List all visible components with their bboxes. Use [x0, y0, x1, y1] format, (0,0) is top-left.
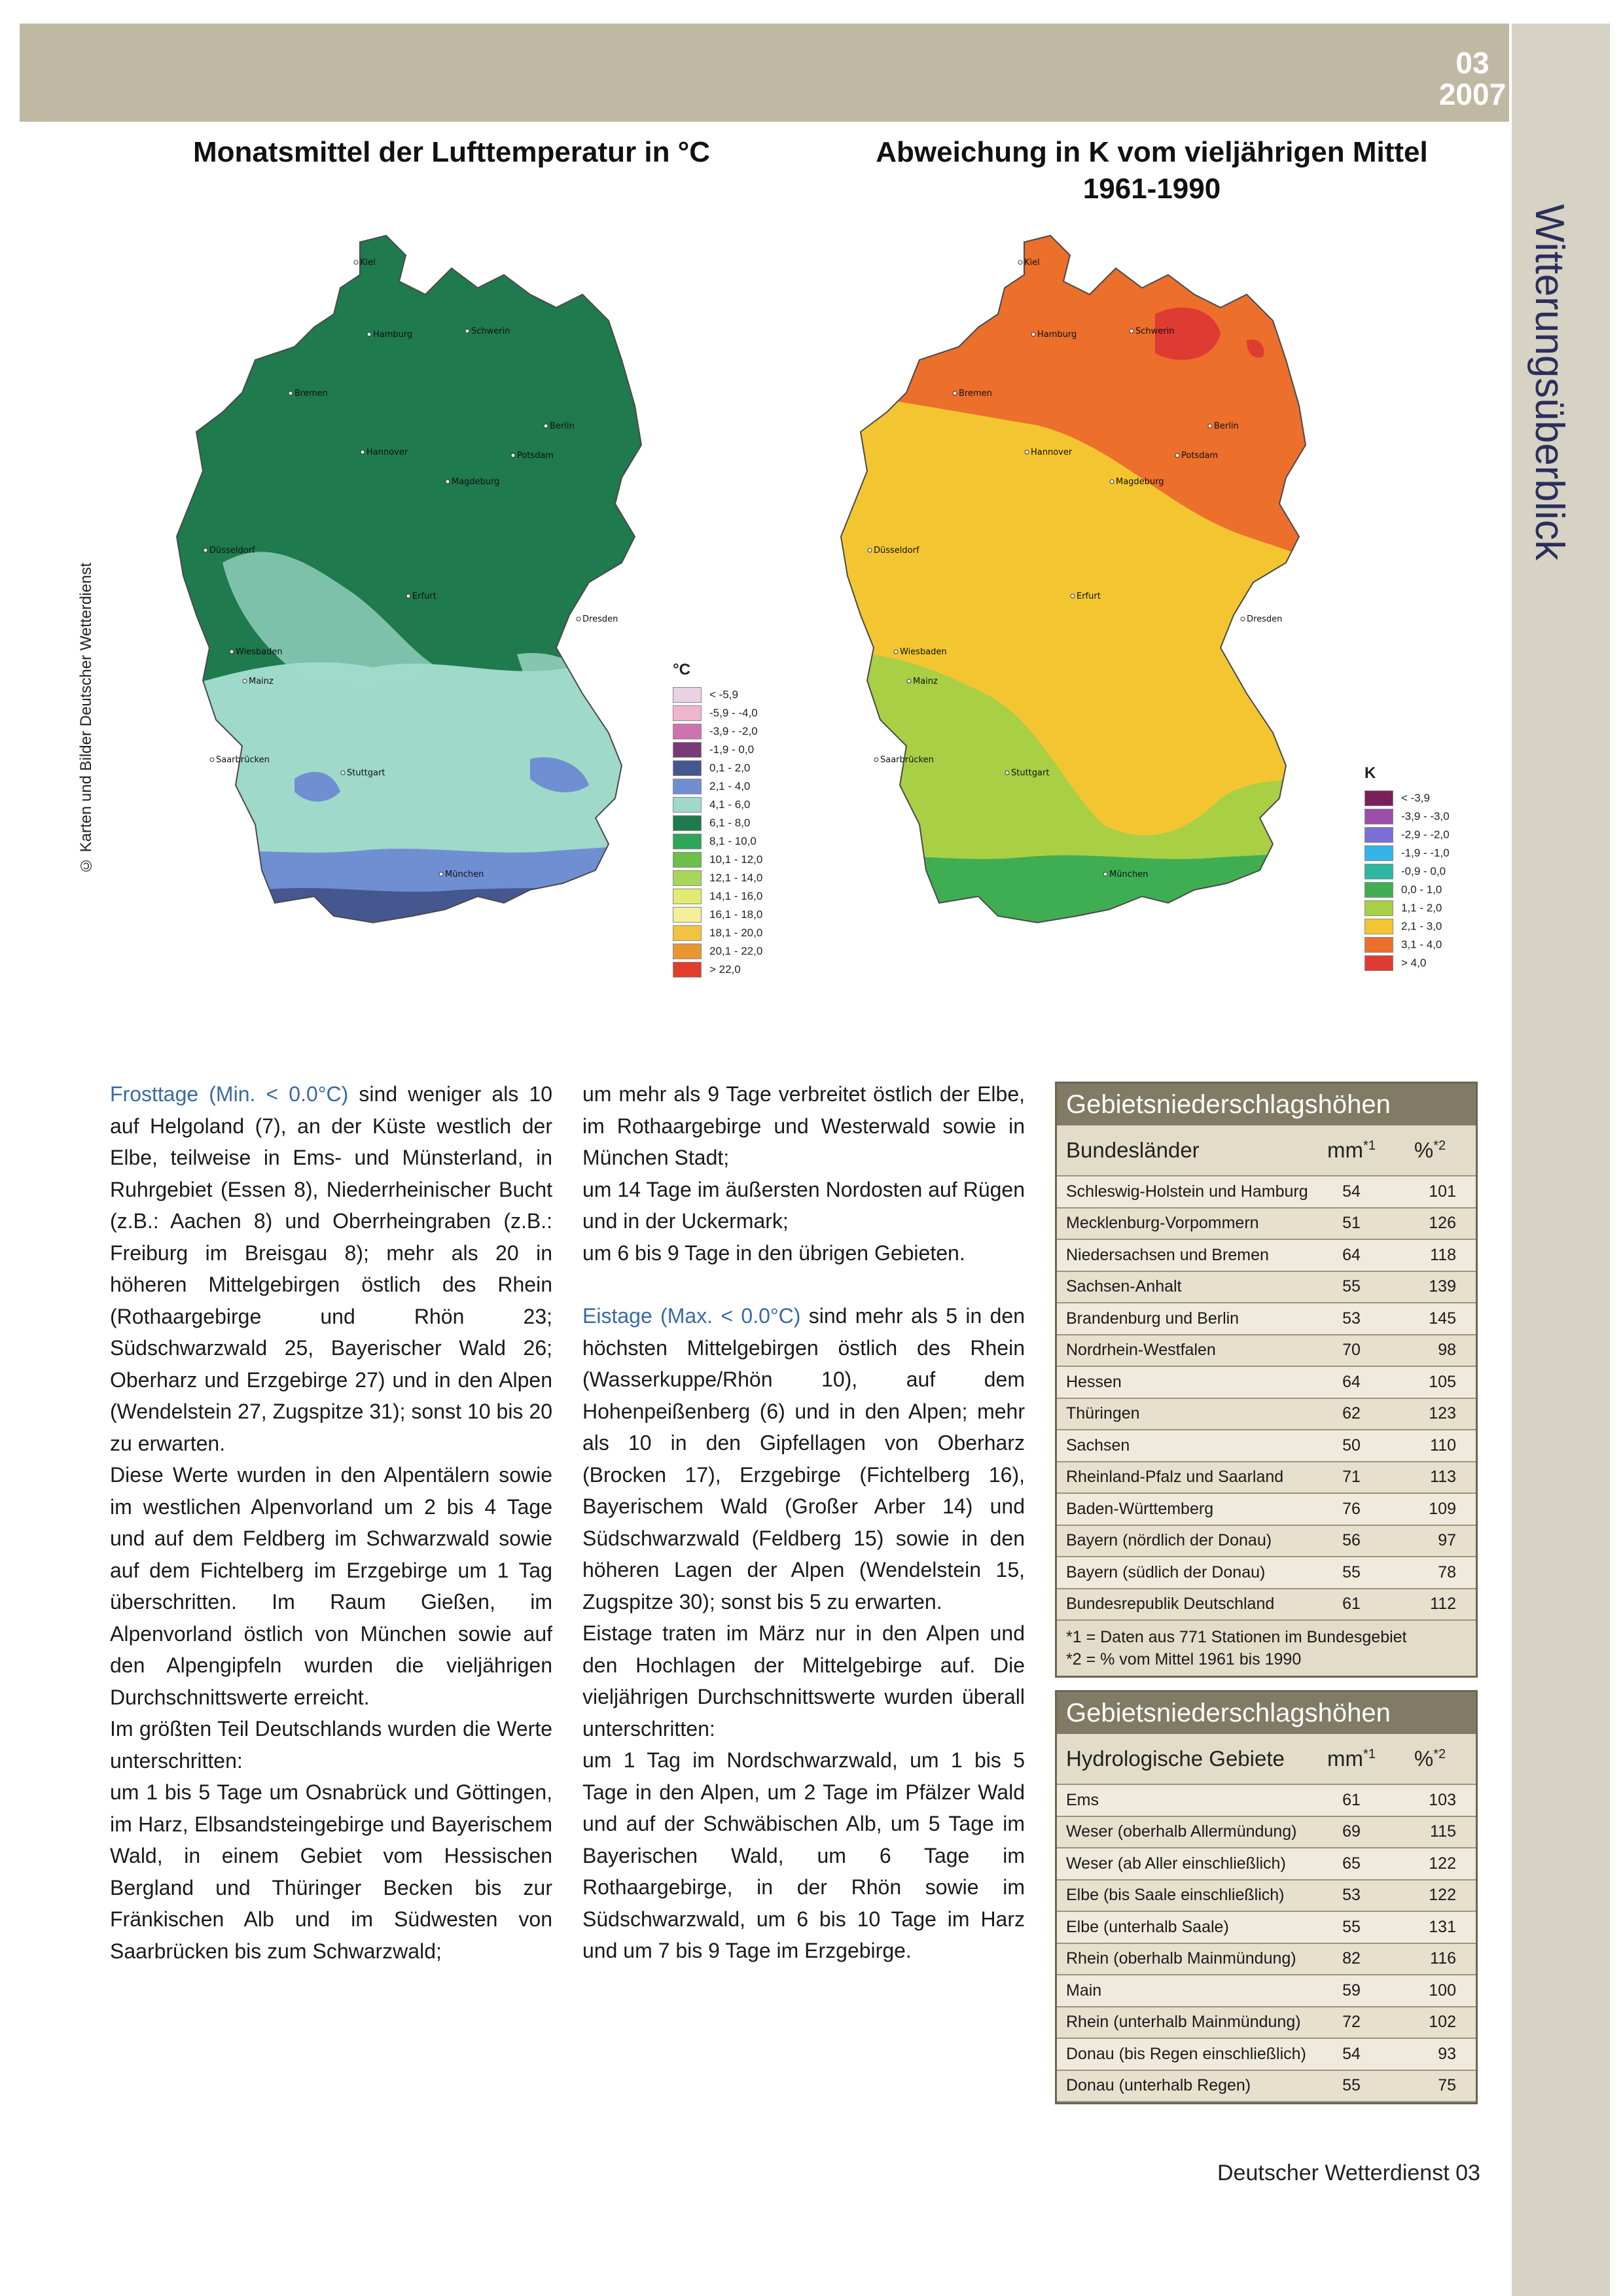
city-marker — [868, 548, 872, 552]
anomaly-legend-label: > 4,0 — [1401, 957, 1427, 969]
paragraph-text: sind mehr als 5 in den höchsten Mittelgebirgen östlich des Rhein (Wasserkuppe/Rhön 10), auf dem Hohenpeißenberg (6) und in den Alpen; mehr als 10 in den Gipfellagen von Oberharz (Brocken 17), Erzgebirge (Fichtelberg 16), Bayerischem Wald (Großer Arber 14) und Südschwarzwald (Feldberg 15) sowie in den höheren Lagen der Alpen (Wendelstein 15, Zugspitze 30); sonst bis 5 zu erwarten. — [582, 1304, 1026, 1614]
right-map-title-line1: Abweichung in K vom vieljährigen Mittel — [876, 136, 1428, 168]
temperature-legend-label: 8,1 - 10,0 — [709, 835, 757, 847]
table-cell-name: Weser (ab Aller einschließlich) — [1066, 1854, 1286, 1873]
table-cell-pct: 105 — [1429, 1372, 1456, 1391]
table-cell-mm: 70 — [1342, 1341, 1361, 1360]
paragraph — [582, 1744, 1025, 1967]
table-cell-mm: 71 — [1342, 1468, 1361, 1487]
city-label: Düsseldorf — [874, 546, 919, 556]
temperature-legend-label: 6,1 - 8,0 — [709, 817, 751, 829]
city-label: Düsseldorf — [209, 546, 255, 556]
city-marker — [204, 548, 207, 552]
table-cell-name: Schleswig-Holstein und Hamburg — [1066, 1182, 1308, 1201]
temperature-legend-swatch — [673, 889, 702, 904]
table-cell-name: Niedersachsen und Bremen — [1066, 1245, 1269, 1264]
temperature-legend-item — [673, 759, 762, 777]
anomaly-legend — [1364, 764, 1450, 972]
city-marker — [1031, 332, 1035, 336]
temperature-legend-item — [673, 851, 762, 869]
anomaly-legend-label: 0,0 - 1,0 — [1401, 883, 1442, 896]
table-cell-pct: 93 — [1438, 2044, 1456, 2063]
table-states-note-2: *2 = % vom Mittel 1961 bis 1990 — [1066, 1650, 1302, 1669]
paragraph-text: um 1 bis 5 Tage um Osnabrück und Göttingen, im Harz, Elbsandsteingebirge und Bayerischem Wald, in einem Gebiet vom Hessischen Bergland und Thüringer Becken bis zur Fränkischen Alb und im Südwesten von Saarbrücken bis zum Schwarzwald; — [110, 1780, 552, 1963]
table-cell-pct: 112 — [1430, 1595, 1456, 1614]
table-cell-pct: 139 — [1429, 1277, 1456, 1296]
table-cell-name: Rhein (unterhalb Mainmündung) — [1066, 2013, 1301, 2032]
table-cell-pct: 113 — [1430, 1468, 1456, 1487]
table-cell-mm: 64 — [1342, 1245, 1361, 1264]
table-cell-mm: 55 — [1342, 1563, 1361, 1581]
section-title — [1526, 204, 1598, 561]
table-cell-mm: 69 — [1342, 1822, 1361, 1841]
temperature-legend-label: -3,9 - -2,0 — [709, 725, 758, 737]
temperature-legend-item — [673, 722, 762, 741]
anomaly-legend-item — [1364, 881, 1450, 899]
header-band — [20, 24, 1509, 122]
table-row — [1057, 1785, 1476, 1817]
city-label: Erfurt — [1077, 592, 1101, 601]
paragraph — [582, 1617, 1025, 1744]
city-label: Hannover — [366, 448, 408, 457]
city-label: Dresden — [1247, 614, 1283, 624]
paragraph-text: Eistage traten im März nur in den Alpen und den Hochlagen der Mittelgebirge auf. Die vieljährigen Durchschnittswerte wurden überall unterschritten: — [582, 1621, 1025, 1740]
table-cell-mm: 51 — [1342, 1214, 1361, 1233]
city-label: München — [445, 870, 484, 879]
paragraph — [110, 1078, 552, 1459]
temperature-legend-item — [673, 924, 762, 942]
paragraph — [582, 1300, 1025, 1617]
paragraph — [582, 1078, 1025, 1174]
paragraph-lead: Frosttage (Min. < 0.0°C) — [110, 1082, 349, 1106]
table-cell-pct: 123 — [1429, 1404, 1456, 1423]
table-cell-name: Mecklenburg-Vorpommern — [1066, 1214, 1259, 1233]
table-cell-mm: 64 — [1342, 1372, 1361, 1391]
temperature-map-graphic — [164, 196, 687, 981]
table-cell-name: Donau (unterhalb Regen) — [1066, 2076, 1251, 2095]
temperature-legend-item — [673, 961, 762, 979]
table-row — [1057, 2007, 1476, 2040]
temperature-legend-swatch — [673, 724, 702, 739]
city-label: Berlin — [550, 421, 575, 431]
anomaly-legend-swatch — [1364, 845, 1393, 861]
temperature-legend-item — [673, 704, 762, 722]
temperature-legend-swatch — [673, 779, 702, 794]
temperature-legend-label: 20,1 - 22,0 — [709, 945, 763, 957]
table-states-notes — [1057, 1621, 1476, 1676]
city-marker — [1025, 450, 1029, 454]
anomaly-legend-swatch — [1364, 882, 1393, 898]
paragraph-text: Diese Werte wurden in den Alpentälern sowie im westlichen Alpenvorland um 2 bis 4 Tage und auf dem Feldberg im Schwarzwald sowie auf dem Fichtelberg im Erzgebirge um 1 Tag überschritten. Im Raum Gießen, im Alpenvorland östlich von München sowie auf den Alpengipfeln wurden die vieljährigen Durchschnittswerte erreicht. — [110, 1463, 552, 1709]
paragraph-lead: Eistage (Max. < 0.0°C) — [582, 1304, 801, 1328]
table-cell-mm: 61 — [1342, 1790, 1361, 1809]
anomaly-legend-label: -2,9 - -2,0 — [1401, 828, 1450, 841]
table-cell-name: Rhein (oberhalb Mainmündung) — [1066, 1949, 1296, 1968]
table-cell-name: Elbe (unterhalb Saale) — [1066, 1917, 1229, 1936]
temperature-legend-label: > 22,0 — [709, 963, 741, 976]
text-column-left — [110, 1078, 552, 1967]
city-marker — [907, 679, 911, 683]
temperature-legend-swatch — [673, 907, 702, 923]
temperature-legend-label: 18,1 - 20,0 — [709, 927, 763, 939]
city-marker — [1241, 617, 1245, 621]
paragraph-text: um 6 bis 9 Tage in den übrigen Gebieten. — [582, 1241, 965, 1265]
anomaly-legend-label: 3,1 - 4,0 — [1401, 938, 1442, 951]
table-cell-mm: 54 — [1342, 1182, 1361, 1201]
temperature-legend-item — [673, 869, 762, 887]
temperature-legend-swatch — [673, 797, 702, 813]
table-cell-name: Weser (oberhalb Allermündung) — [1066, 1822, 1297, 1841]
city-marker — [1018, 260, 1022, 264]
paragraph-text: Im größten Teil Deutschlands wurden die Werte unterschritten: — [110, 1717, 552, 1773]
city-marker — [1103, 872, 1107, 876]
city-label: Magdeburg — [452, 477, 500, 487]
table-cell-name: Ems — [1066, 1790, 1099, 1809]
city-marker — [511, 453, 515, 457]
table-cell-pct: 145 — [1429, 1309, 1456, 1328]
city-marker — [465, 329, 469, 333]
temperature-legend-label: < -5,9 — [709, 688, 738, 701]
table-cell-pct: 75 — [1438, 2076, 1456, 2095]
table-cell-mm: 55 — [1342, 1277, 1361, 1296]
city-label: Stuttgart — [347, 768, 385, 778]
city-marker — [341, 771, 345, 775]
city-marker — [289, 391, 293, 395]
temperature-legend-title: °C — [673, 661, 690, 679]
city-marker — [874, 758, 878, 762]
table-row — [1057, 2039, 1476, 2071]
city-marker — [243, 679, 247, 683]
anomaly-legend-swatch — [1364, 900, 1393, 916]
table-cell-name: Thüringen — [1066, 1404, 1140, 1423]
anomaly-legend-swatch — [1364, 864, 1393, 879]
city-marker — [406, 594, 410, 598]
paragraph-text: um 14 Tage im äußersten Nordosten auf Rügen und in der Uckermark; — [582, 1177, 1025, 1233]
table-row — [1057, 1399, 1476, 1431]
table-cell-name: Bayern (nördlich der Donau) — [1066, 1531, 1272, 1550]
temperature-legend-swatch — [673, 705, 702, 721]
city-label: Mainz — [913, 677, 938, 686]
anomaly-legend-label: 1,1 - 2,0 — [1401, 902, 1442, 914]
temperature-legend-swatch — [673, 852, 702, 868]
paragraph — [582, 1237, 1025, 1269]
table-cell-mm: 82 — [1342, 1949, 1361, 1968]
city-label: Magdeburg — [1116, 477, 1164, 487]
temperature-legend-item — [673, 796, 762, 814]
temperature-legend-label: 14,1 - 16,0 — [709, 890, 763, 902]
paragraph-text: um mehr als 9 Tage verbreitet östlich der Elbe, im Rothaargebirge und Westerwald sowie in München Stadt; — [582, 1082, 1025, 1169]
anomaly-legend-item — [1364, 807, 1450, 826]
table-cell-pct: 126 — [1429, 1214, 1456, 1233]
table-cell-mm: 76 — [1342, 1499, 1361, 1518]
table-row — [1057, 1176, 1476, 1209]
table-hydro-col-name: Hydrologische Gebiete — [1066, 1746, 1285, 1771]
temperature-legend-swatch — [673, 962, 702, 978]
table-cell-name: Main — [1066, 1981, 1102, 2000]
table-row — [1057, 1209, 1476, 1241]
table-hydro-title: Gebietsniederschlagshöhen — [1057, 1692, 1476, 1734]
table-cell-mm: 62 — [1342, 1404, 1361, 1423]
city-label: Saarbrücken — [880, 755, 934, 765]
temperature-legend-swatch — [673, 742, 702, 758]
table-cell-mm: 65 — [1342, 1854, 1361, 1873]
anomaly-legend-swatch — [1364, 955, 1393, 971]
table-cell-pct: 118 — [1430, 1245, 1456, 1264]
temperature-legend-item — [673, 832, 762, 851]
table-cell-name: Sachsen-Anhalt — [1066, 1277, 1182, 1296]
anomaly-legend-item — [1364, 954, 1450, 972]
table-cell-name: Brandenburg und Berlin — [1066, 1309, 1240, 1328]
city-label: Hamburg — [1037, 330, 1077, 340]
temperature-legend-swatch — [673, 944, 702, 959]
table-cell-mm: 53 — [1342, 1886, 1361, 1905]
anomaly-legend-title: K — [1364, 764, 1376, 782]
table-cell-mm: 53 — [1342, 1309, 1361, 1328]
anomaly-legend-swatch — [1364, 937, 1393, 953]
anomaly-legend-item — [1364, 844, 1450, 862]
table-row — [1057, 2071, 1476, 2103]
text-column-middle — [582, 1078, 1025, 1967]
temperature-legend-label: 12,1 - 14,0 — [709, 872, 763, 884]
anomaly-legend-label: -3,9 - -3,0 — [1401, 810, 1450, 822]
temperature-legend-label: 2,1 - 4,0 — [709, 780, 751, 792]
temperature-legend-item — [673, 741, 762, 759]
table-hydro-col-mm: $mm^{*1}$ — [1327, 1746, 1376, 1771]
city-label: Stuttgart — [1011, 768, 1050, 778]
city-label: Berlin — [1214, 421, 1239, 431]
temperature-legend-item — [673, 814, 762, 832]
city-marker — [446, 480, 450, 484]
anomaly-legend-swatch — [1364, 919, 1393, 934]
city-label: München — [1109, 870, 1149, 879]
table-cell-pct: 131 — [1429, 1917, 1456, 1936]
city-label: Kiel — [1024, 258, 1040, 268]
table-cell-pct: 122 — [1429, 1854, 1456, 1873]
city-label: Saarbrücken — [216, 755, 270, 765]
anomaly-legend-item — [1364, 899, 1450, 917]
table-row — [1057, 1462, 1476, 1494]
anomaly-legend-item — [1364, 936, 1450, 954]
temperature-legend-swatch — [673, 760, 702, 776]
temperature-legend-item — [673, 906, 762, 924]
city-marker — [953, 391, 957, 395]
city-marker — [1110, 480, 1114, 484]
anomaly-legend-item — [1364, 862, 1450, 881]
table-row — [1057, 1975, 1476, 2007]
table-row — [1057, 1272, 1476, 1304]
temperature-legend-label: 16,1 - 18,0 — [709, 908, 763, 921]
city-label: Schwerin — [471, 327, 510, 336]
table-cell-pct: 109 — [1429, 1499, 1456, 1518]
table-cell-pct: 116 — [1430, 1949, 1456, 1968]
paragraph — [110, 1459, 552, 1713]
table-cell-mm: 56 — [1342, 1531, 1361, 1550]
city-marker — [439, 872, 443, 876]
table-row — [1057, 1881, 1476, 1913]
image-credit — [77, 563, 103, 942]
temperature-legend-swatch — [673, 870, 702, 886]
paragraph — [110, 1713, 552, 1776]
table-row — [1057, 1303, 1476, 1335]
table-cell-mm: 72 — [1342, 2013, 1361, 2032]
paragraph — [582, 1174, 1025, 1237]
table-states-title: Gebietsniederschlagshöhen — [1057, 1084, 1476, 1125]
table-row — [1057, 1817, 1476, 1849]
city-label: Hamburg — [373, 330, 413, 340]
anomaly-map — [828, 196, 1351, 981]
table-cell-pct: 101 — [1429, 1182, 1456, 1201]
issue-year: 2007 — [1438, 77, 1507, 111]
city-marker — [894, 650, 898, 654]
table-cell-mm: 55 — [1342, 2076, 1361, 2095]
city-label: Schwerin — [1135, 327, 1175, 336]
table-cell-pct: 100 — [1429, 1981, 1456, 2000]
section-title-text: Witterungsüberblick — [1527, 204, 1572, 561]
issue-month: 03 — [1455, 46, 1489, 80]
city-marker — [1005, 771, 1009, 775]
table-states-header — [1057, 1125, 1476, 1176]
city-marker — [367, 332, 371, 336]
table-states-col-pct: %$^{*2}$ — [1414, 1138, 1446, 1162]
table-row — [1057, 1430, 1476, 1462]
table-states-note-1: *1 = Daten aus 771 Stationen im Bundesgebiet — [1066, 1628, 1407, 1646]
table-cell-name: Bayern (südlich der Donau) — [1066, 1563, 1266, 1581]
table-cell-name: Hessen — [1066, 1372, 1122, 1391]
anomaly-legend-item — [1364, 789, 1450, 807]
table-row — [1057, 1848, 1476, 1881]
city-marker — [1071, 594, 1075, 598]
temperature-legend-swatch — [673, 687, 702, 703]
table-cell-pct: 122 — [1429, 1886, 1456, 1905]
city-marker — [210, 758, 214, 762]
temperature-legend-label: -5,9 - -4,0 — [709, 707, 758, 719]
table-cell-mm: 59 — [1342, 1981, 1361, 2000]
table-cell-name: Sachsen — [1066, 1436, 1130, 1455]
temperature-legend-label: 4,1 - 6,0 — [709, 798, 751, 811]
city-label: Potsdam — [1181, 451, 1219, 461]
city-label: Erfurt — [412, 592, 437, 601]
table-cell-pct: 78 — [1438, 1563, 1456, 1581]
city-marker — [230, 650, 234, 654]
temperature-legend-item — [673, 942, 762, 961]
temperature-legend-item — [673, 777, 762, 796]
temperature-map — [164, 196, 687, 981]
temperature-legend — [673, 661, 762, 979]
table-cell-pct: 110 — [1430, 1436, 1456, 1455]
city-marker — [1130, 329, 1133, 333]
table-cell-mm: 55 — [1342, 1917, 1361, 1936]
table-cell-name: Donau (bis Regen einschließlich) — [1066, 2044, 1306, 2063]
temperature-legend-swatch — [673, 925, 702, 941]
table-row — [1057, 1557, 1476, 1589]
table-cell-name: Elbe (bis Saale einschließlich) — [1066, 1886, 1285, 1905]
city-marker — [544, 424, 548, 428]
table-cell-name: Baden-Württemberg — [1066, 1499, 1214, 1518]
anomaly-legend-label: < -3,9 — [1401, 792, 1430, 804]
table-row — [1057, 1912, 1476, 1944]
table-row — [1057, 1589, 1476, 1621]
table-cell-pct: 98 — [1438, 1341, 1456, 1360]
anomaly-map-graphic — [828, 196, 1351, 981]
city-marker — [361, 450, 365, 454]
paragraph — [582, 1269, 1025, 1300]
table-hydro-header — [1057, 1734, 1476, 1785]
table-cell-mm: 54 — [1342, 2044, 1361, 2063]
precipitation-table-hydro — [1055, 1690, 1478, 2104]
table-states-col-name: Bundesländer — [1066, 1138, 1200, 1162]
table-cell-mm: 50 — [1342, 1436, 1361, 1455]
anomaly-legend-item — [1364, 917, 1450, 936]
anomaly-legend-swatch — [1364, 790, 1393, 806]
precipitation-table-states — [1055, 1082, 1478, 1678]
anomaly-legend-swatch — [1364, 827, 1393, 843]
paragraph — [110, 1776, 552, 1967]
city-label: Kiel — [360, 258, 376, 268]
city-marker — [1208, 424, 1212, 428]
temperature-legend-label: 0,1 - 2,0 — [709, 762, 751, 774]
city-label: Mainz — [249, 677, 274, 686]
paragraph-text: um 1 Tag im Nordschwarzwald, um 1 bis 5 Tage in den Alpen, um 2 Tage im Pfälzer Wald und auf der Schwäbischen Alb, um 5 Tage im Bayerischen Wald, um 6 Tage im Rothaargebirge, in der Rhön sowie im Südschwarzwald, um 6 bis 10 Tage im Harz und um 7 bis 9 Tage im Erzgebirge. — [582, 1748, 1025, 1962]
left-map-title: Monatsmittel der Lufttemperatur in °C — [192, 136, 711, 168]
table-cell-pct: 97 — [1438, 1531, 1456, 1550]
table-cell-mm: 61 — [1342, 1595, 1361, 1614]
city-label: Hannover — [1031, 448, 1073, 457]
city-marker — [1175, 453, 1179, 457]
table-cell-name: Bundesrepublik Deutschland — [1066, 1595, 1275, 1614]
table-cell-name: Rheinland-Pfalz und Saarland — [1066, 1468, 1284, 1487]
anomaly-legend-label: 2,1 - 3,0 — [1401, 920, 1442, 932]
table-cell-pct: 115 — [1430, 1822, 1456, 1841]
table-row — [1057, 1944, 1476, 1976]
table-cell-pct: 102 — [1429, 2013, 1456, 2032]
temperature-legend-item — [673, 686, 762, 704]
table-row — [1057, 1526, 1476, 1558]
table-cell-pct: 103 — [1429, 1790, 1456, 1809]
page-footer: Deutscher Wetterdienst 03 — [1217, 2161, 1480, 2185]
table-states-col-mm: $mm^{*1}$ — [1327, 1138, 1376, 1162]
city-label: Wiesbaden — [900, 647, 947, 657]
temperature-legend-swatch — [673, 815, 702, 831]
city-marker — [577, 617, 580, 621]
table-hydro-col-pct: %$^{*2}$ — [1414, 1746, 1446, 1771]
city-label: Wiesbaden — [236, 647, 283, 657]
city-label: Potsdam — [517, 451, 554, 461]
temperature-legend-label: -1,9 - 0,0 — [709, 743, 755, 756]
table-row — [1057, 1494, 1476, 1526]
issue-number — [1436, 47, 1508, 110]
anomaly-legend-label: -0,9 - 0,0 — [1401, 865, 1446, 877]
city-label: Dresden — [582, 614, 618, 624]
city-marker — [354, 260, 358, 264]
city-label: Bremen — [294, 389, 328, 398]
table-cell-name: Nordrhein-Westfalen — [1066, 1341, 1216, 1360]
city-label: Bremen — [959, 389, 992, 398]
table-row — [1057, 1335, 1476, 1368]
image-credit-text: © Karten und Bilder Deutscher Wetterdienst — [77, 563, 95, 875]
anomaly-legend-swatch — [1364, 809, 1393, 824]
right-map-title-line2: 1961-1990 — [1082, 173, 1221, 205]
paragraph-text: sind weniger als 10 auf Helgoland (7), an der Küste westlich der Elbe, teilweise in Ems- und Münsterland, in Ruhrgebiet (Essen 8), Niederrheinischer Bucht (z.B.: Aachen 8) und Oberrheingraben (z.B.: Freiburg im Breisgau 8); mehr als 20 in höheren Mittelgebirgen östlich des Rhein (Rothaargebirge und Rhön 23; Südschwarzwald 25, Bayerischer Wald 26; Oberharz und Erzgebirge 27) und in den Alpen (Wendelstein 27, Zugspitze 31); sonst 10 bis 20 zu erwarten. — [110, 1082, 553, 1455]
anomaly-legend-item — [1364, 826, 1450, 844]
temperature-legend-item — [673, 887, 762, 906]
temperature-legend-swatch — [673, 834, 702, 849]
table-row — [1057, 1240, 1476, 1272]
temperature-legend-label: 10,1 - 12,0 — [709, 853, 763, 866]
table-row — [1057, 1367, 1476, 1399]
anomaly-legend-label: -1,9 - -1,0 — [1401, 847, 1450, 859]
